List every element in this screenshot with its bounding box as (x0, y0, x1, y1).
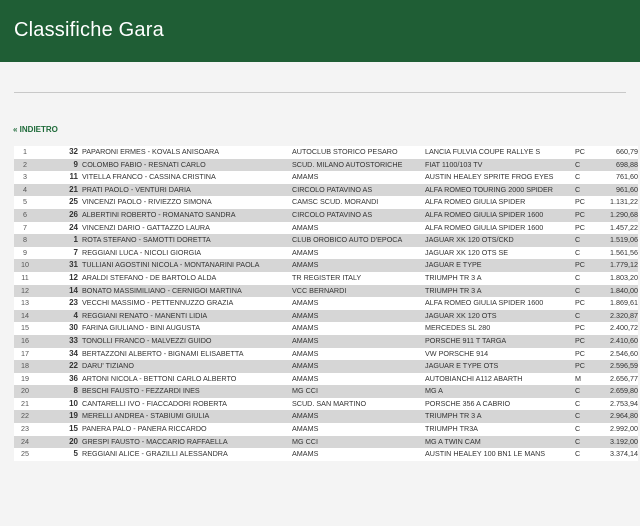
cell-cls: C (575, 449, 581, 459)
table-row (14, 322, 638, 335)
cell-num: 5 (73, 449, 78, 459)
cell-num: 8 (73, 386, 78, 396)
cell-car: ALFA ROMEO TOURING 2000 SPIDER (425, 184, 553, 194)
cell-time: 2.410,60 (610, 335, 638, 345)
cell-car: ALFA ROMEO GIULIA SPIDER (425, 197, 526, 207)
cell-num: 22 (69, 361, 78, 371)
cell-crew: ALBERTINI ROBERTO - ROMANATO SANDRA (82, 209, 236, 219)
cell-team: MG CCI (292, 436, 318, 446)
cell-cls: PC (575, 209, 585, 219)
cell-pos: 2 (23, 159, 27, 169)
cell-time: 1.803,20 (610, 272, 638, 282)
table-row (14, 272, 638, 285)
cell-crew: CANTARELLI IVO - FIACCADORI ROBERTA (82, 398, 227, 408)
cell-cls: PC (575, 260, 585, 270)
cell-num: 24 (69, 222, 78, 232)
cell-time: 660,79 (616, 147, 638, 156)
cell-time: 961,60 (616, 184, 638, 194)
cell-num: 21 (69, 184, 78, 194)
cell-car: JAGUAR XK 120 OTS/CKD (425, 235, 514, 245)
cell-cls: PC (575, 348, 585, 358)
cell-cls: C (575, 247, 581, 257)
cell-cls: C (575, 272, 581, 282)
cell-num: 36 (69, 373, 78, 383)
cell-team: VCC BERNARDI (292, 285, 347, 295)
table-row (14, 247, 638, 260)
cell-time: 698,88 (616, 159, 638, 169)
cell-cls: PC (575, 222, 585, 232)
page-header (0, 0, 640, 62)
page-title: Classifiche Gara (14, 19, 164, 41)
cell-pos: 8 (23, 235, 27, 245)
cell-crew: TONOLLI FRANCO - MALVEZZI GUIDO (82, 335, 212, 345)
cell-pos: 17 (21, 348, 29, 358)
cell-time: 1.840,00 (610, 285, 638, 295)
cell-team: CIRCOLO PATAVINO AS (292, 184, 373, 194)
cell-cls: PC (575, 361, 585, 371)
cell-team: AMAMS (292, 411, 319, 421)
cell-pos: 15 (21, 323, 29, 333)
cell-crew: ROTA STEFANO - SAMOTTI DORETTA (82, 235, 211, 245)
cell-team: AMAMS (292, 449, 319, 459)
cell-car: MERCEDES SL 280 (425, 323, 491, 333)
cell-crew: COLOMBO FABIO - RESNATI CARLO (82, 159, 206, 169)
cell-car: ALFA ROMEO GIULIA SPIDER 1600 (425, 222, 544, 232)
cell-cls: C (575, 285, 581, 295)
cell-crew: PRATI PAOLO - VENTURI DARIA (82, 184, 191, 194)
cell-team: CLUB OROBICO AUTO D'EPOCA (292, 235, 403, 245)
cell-crew: ARALDI STEFANO - DE BARTOLO ALDA (82, 272, 217, 282)
cell-pos: 7 (23, 222, 27, 232)
cell-car: ALFA ROMEO GIULIA SPIDER 1600 (425, 209, 544, 219)
cell-team: AMAMS (292, 361, 319, 371)
cell-pos: 21 (21, 398, 29, 408)
table-row (14, 184, 638, 197)
table-row (14, 348, 638, 361)
cell-pos: 25 (21, 449, 29, 459)
cell-cls: C (575, 424, 581, 434)
cell-num: 33 (69, 335, 78, 345)
cell-time: 1.457,22 (610, 222, 638, 232)
cell-pos: 23 (21, 424, 29, 434)
cell-cls: PC (575, 323, 585, 333)
cell-crew: REGGIANI LUCA - NICOLI GIORGIA (82, 247, 202, 257)
cell-time: 2.659,80 (610, 386, 638, 396)
cell-num: 25 (69, 197, 78, 207)
cell-num: 26 (69, 209, 78, 219)
table-row (14, 159, 638, 172)
cell-pos: 18 (21, 361, 29, 371)
cell-cls: C (575, 184, 581, 194)
cell-cls: M (575, 373, 581, 383)
cell-car: PORSCHE 911 T TARGA (425, 335, 507, 345)
table-row (14, 146, 638, 159)
cell-car: JAGUAR E TYPE OTS (425, 361, 499, 371)
cell-crew: VECCHI MASSIMO - PETTENNUZZO GRAZIA (82, 298, 234, 308)
cell-cls: C (575, 159, 581, 169)
cell-pos: 6 (23, 209, 27, 219)
cell-car: TRIUMPH TR 3 A (425, 285, 482, 295)
cell-time: 1.869,61 (610, 298, 638, 308)
cell-pos: 3 (23, 172, 27, 182)
table-row (14, 360, 638, 373)
cell-pos: 20 (21, 386, 29, 396)
table-row (14, 373, 638, 386)
cell-team: CAMSC SCUD. MORANDI (292, 197, 379, 207)
cell-crew: VINCENZI PAOLO - RIVIEZZO SIMONA (82, 197, 212, 207)
cell-team: SCUD. SAN MARTINO (292, 398, 367, 408)
cell-team: AMAMS (292, 323, 319, 333)
cell-time: 1.290,68 (610, 209, 638, 219)
cell-time: 2.320,87 (610, 310, 638, 320)
cell-crew: BESCHI FAUSTO - FEZZARDI INES (82, 386, 200, 396)
cell-num: 10 (69, 398, 78, 408)
cell-crew: FARINA GIULIANO - BINI AUGUSTA (82, 323, 201, 333)
cell-car: FIAT 1100/103 TV (425, 159, 483, 169)
cell-num: 11 (69, 172, 78, 182)
cell-cls: C (575, 436, 581, 446)
cell-pos: 16 (21, 335, 29, 345)
table-row (14, 310, 638, 323)
results-table-wrapper (14, 146, 638, 461)
cell-time: 2.964,80 (610, 411, 638, 421)
cell-time: 2.400,72 (610, 323, 638, 333)
cell-crew: TULLIANI AGOSTINI NICOLA - MONTANARINI PAOLA (82, 260, 260, 270)
cell-team: CIRCOLO PATAVINO AS (292, 209, 373, 219)
cell-pos: 14 (21, 310, 29, 320)
cell-car: MG A (425, 386, 443, 396)
back-link[interactable]: « INDIETRO (13, 125, 58, 134)
cell-team: AMAMS (292, 247, 319, 257)
cell-num: 7 (73, 247, 78, 257)
cell-cls: PC (575, 147, 585, 156)
cell-team: AMAMS (292, 348, 319, 358)
table-row (14, 297, 638, 310)
results-table (14, 146, 638, 461)
table-row (14, 234, 638, 247)
cell-crew: PANERA PALO - PANERA RICCARDO (82, 424, 207, 434)
table-row (14, 423, 638, 436)
cell-time: 2.753,94 (610, 398, 638, 408)
cell-crew: DARU' TIZIANO (82, 361, 134, 371)
cell-num: 4 (73, 310, 78, 320)
cell-cls: C (575, 411, 581, 421)
cell-num: 1 (73, 235, 78, 245)
cell-car: ALFA ROMEO GIULIA SPIDER 1600 (425, 298, 544, 308)
cell-pos: 10 (21, 260, 29, 270)
cell-time: 3.192,00 (610, 436, 638, 446)
cell-team: MG CCI (292, 386, 318, 396)
cell-crew: ARTONI NICOLA - BETTONI CARLO ALBERTO (82, 373, 237, 383)
cell-crew: VITELLA FRANCO - CASSINA CRISTINA (82, 172, 216, 182)
cell-car: JAGUAR XK 120 OTS SE (425, 247, 509, 257)
cell-team: AMAMS (292, 260, 319, 270)
cell-crew: REGGIANI RENATO - MANENTI LIDIA (82, 310, 208, 320)
cell-car: TRIUMPH TR 3 A (425, 411, 482, 421)
cell-time: 1.519,06 (610, 235, 638, 245)
cell-crew: GRESPI FAUSTO - MACCARIO RAFFAELLA (82, 436, 228, 446)
cell-num: 32 (69, 147, 78, 156)
table-row (14, 335, 638, 348)
cell-num: 34 (69, 348, 78, 358)
cell-time: 1.779,12 (610, 260, 638, 270)
cell-crew: REGGIANI ALICE - GRAZILLI ALESSANDRA (82, 449, 228, 459)
cell-pos: 5 (23, 197, 27, 207)
cell-num: 20 (69, 436, 78, 446)
table-row (14, 259, 638, 272)
cell-car: JAGUAR E TYPE (425, 260, 482, 270)
cell-team: AMAMS (292, 172, 319, 182)
cell-time: 3.374,14 (610, 449, 638, 459)
table-row (14, 385, 638, 398)
cell-pos: 12 (21, 285, 29, 295)
cell-pos: 24 (21, 436, 29, 446)
cell-crew: BERTAZZONI ALBERTO - BIGNAMI ELISABETTA (82, 348, 244, 358)
cell-pos: 11 (21, 272, 29, 282)
cell-time: 1.561,56 (610, 247, 638, 257)
cell-car: TRIUMPH TR3A (425, 424, 478, 434)
cell-cls: PC (575, 298, 585, 308)
divider (14, 92, 626, 93)
cell-team: AMAMS (292, 424, 319, 434)
cell-num: 31 (69, 260, 78, 270)
cell-cls: C (575, 235, 581, 245)
cell-num: 12 (69, 272, 78, 282)
cell-team: AMAMS (292, 335, 319, 345)
cell-time: 2.596,59 (610, 361, 638, 371)
cell-cls: PC (575, 335, 585, 345)
cell-crew: PAPARONI ERMES - KOVALS ANISOARA (82, 147, 219, 156)
cell-pos: 22 (21, 411, 29, 421)
cell-team: AMAMS (292, 222, 319, 232)
cell-car: MG A TWIN CAM (425, 436, 481, 446)
cell-car: LANCIA FULVIA COUPE RALLYE S (425, 147, 541, 156)
cell-car: JAGUAR XK 120 OTS (425, 310, 497, 320)
cell-time: 2.546,60 (610, 348, 638, 358)
table-row (14, 398, 638, 411)
cell-cls: C (575, 172, 581, 182)
cell-car: AUSTIN HEALEY SPRITE FROG EYES (425, 172, 554, 182)
cell-car: TRIUMPH TR 3 A (425, 272, 482, 282)
cell-crew: BONATO MASSIMILIANO - CERNIGOI MARTINA (82, 285, 242, 295)
table-row (14, 285, 638, 298)
cell-pos: 1 (23, 147, 27, 156)
cell-num: 9 (73, 159, 78, 169)
cell-team: AMAMS (292, 373, 319, 383)
table-row (14, 209, 638, 222)
table-row (14, 448, 638, 461)
cell-pos: 9 (23, 247, 27, 257)
table-row (14, 410, 638, 423)
cell-cls: PC (575, 197, 585, 207)
cell-num: 14 (69, 285, 78, 295)
cell-num: 30 (69, 323, 78, 333)
table-row (14, 171, 638, 184)
cell-team: SCUD. MILANO AUTOSTORICHE (292, 159, 403, 169)
cell-crew: VINCENZI DARIO - GATTAZZO LAURA (82, 222, 210, 232)
table-row (14, 196, 638, 209)
cell-num: 23 (69, 298, 78, 308)
cell-team: TR REGISTER ITALY (292, 272, 362, 282)
cell-num: 19 (69, 411, 78, 421)
cell-time: 2.656,77 (610, 373, 638, 383)
cell-cls: C (575, 310, 581, 320)
cell-car: PORSCHE 356 A CABRIO (425, 398, 511, 408)
table-row (14, 436, 638, 449)
cell-crew: MERELLI ANDREA - STABIUMI GIULIA (82, 411, 210, 421)
cell-team: AUTOCLUB STORICO PESARO (292, 147, 398, 156)
cell-cls: C (575, 386, 581, 396)
table-row (14, 222, 638, 235)
cell-time: 2.992,00 (610, 424, 638, 434)
cell-pos: 13 (21, 298, 29, 308)
cell-time: 1.131,22 (610, 197, 638, 207)
cell-team: AMAMS (292, 310, 319, 320)
cell-pos: 19 (21, 373, 29, 383)
cell-time: 761,60 (616, 172, 638, 182)
cell-car: AUSTIN HEALEY 100 BN1 LE MANS (425, 449, 546, 459)
cell-team: AMAMS (292, 298, 319, 308)
cell-pos: 4 (23, 184, 27, 194)
cell-cls: C (575, 398, 581, 408)
cell-num: 15 (69, 424, 78, 434)
cell-car: VW PORSCHE 914 (425, 348, 489, 358)
cell-car: AUTOBIANCHI A112 ABARTH (425, 373, 523, 383)
